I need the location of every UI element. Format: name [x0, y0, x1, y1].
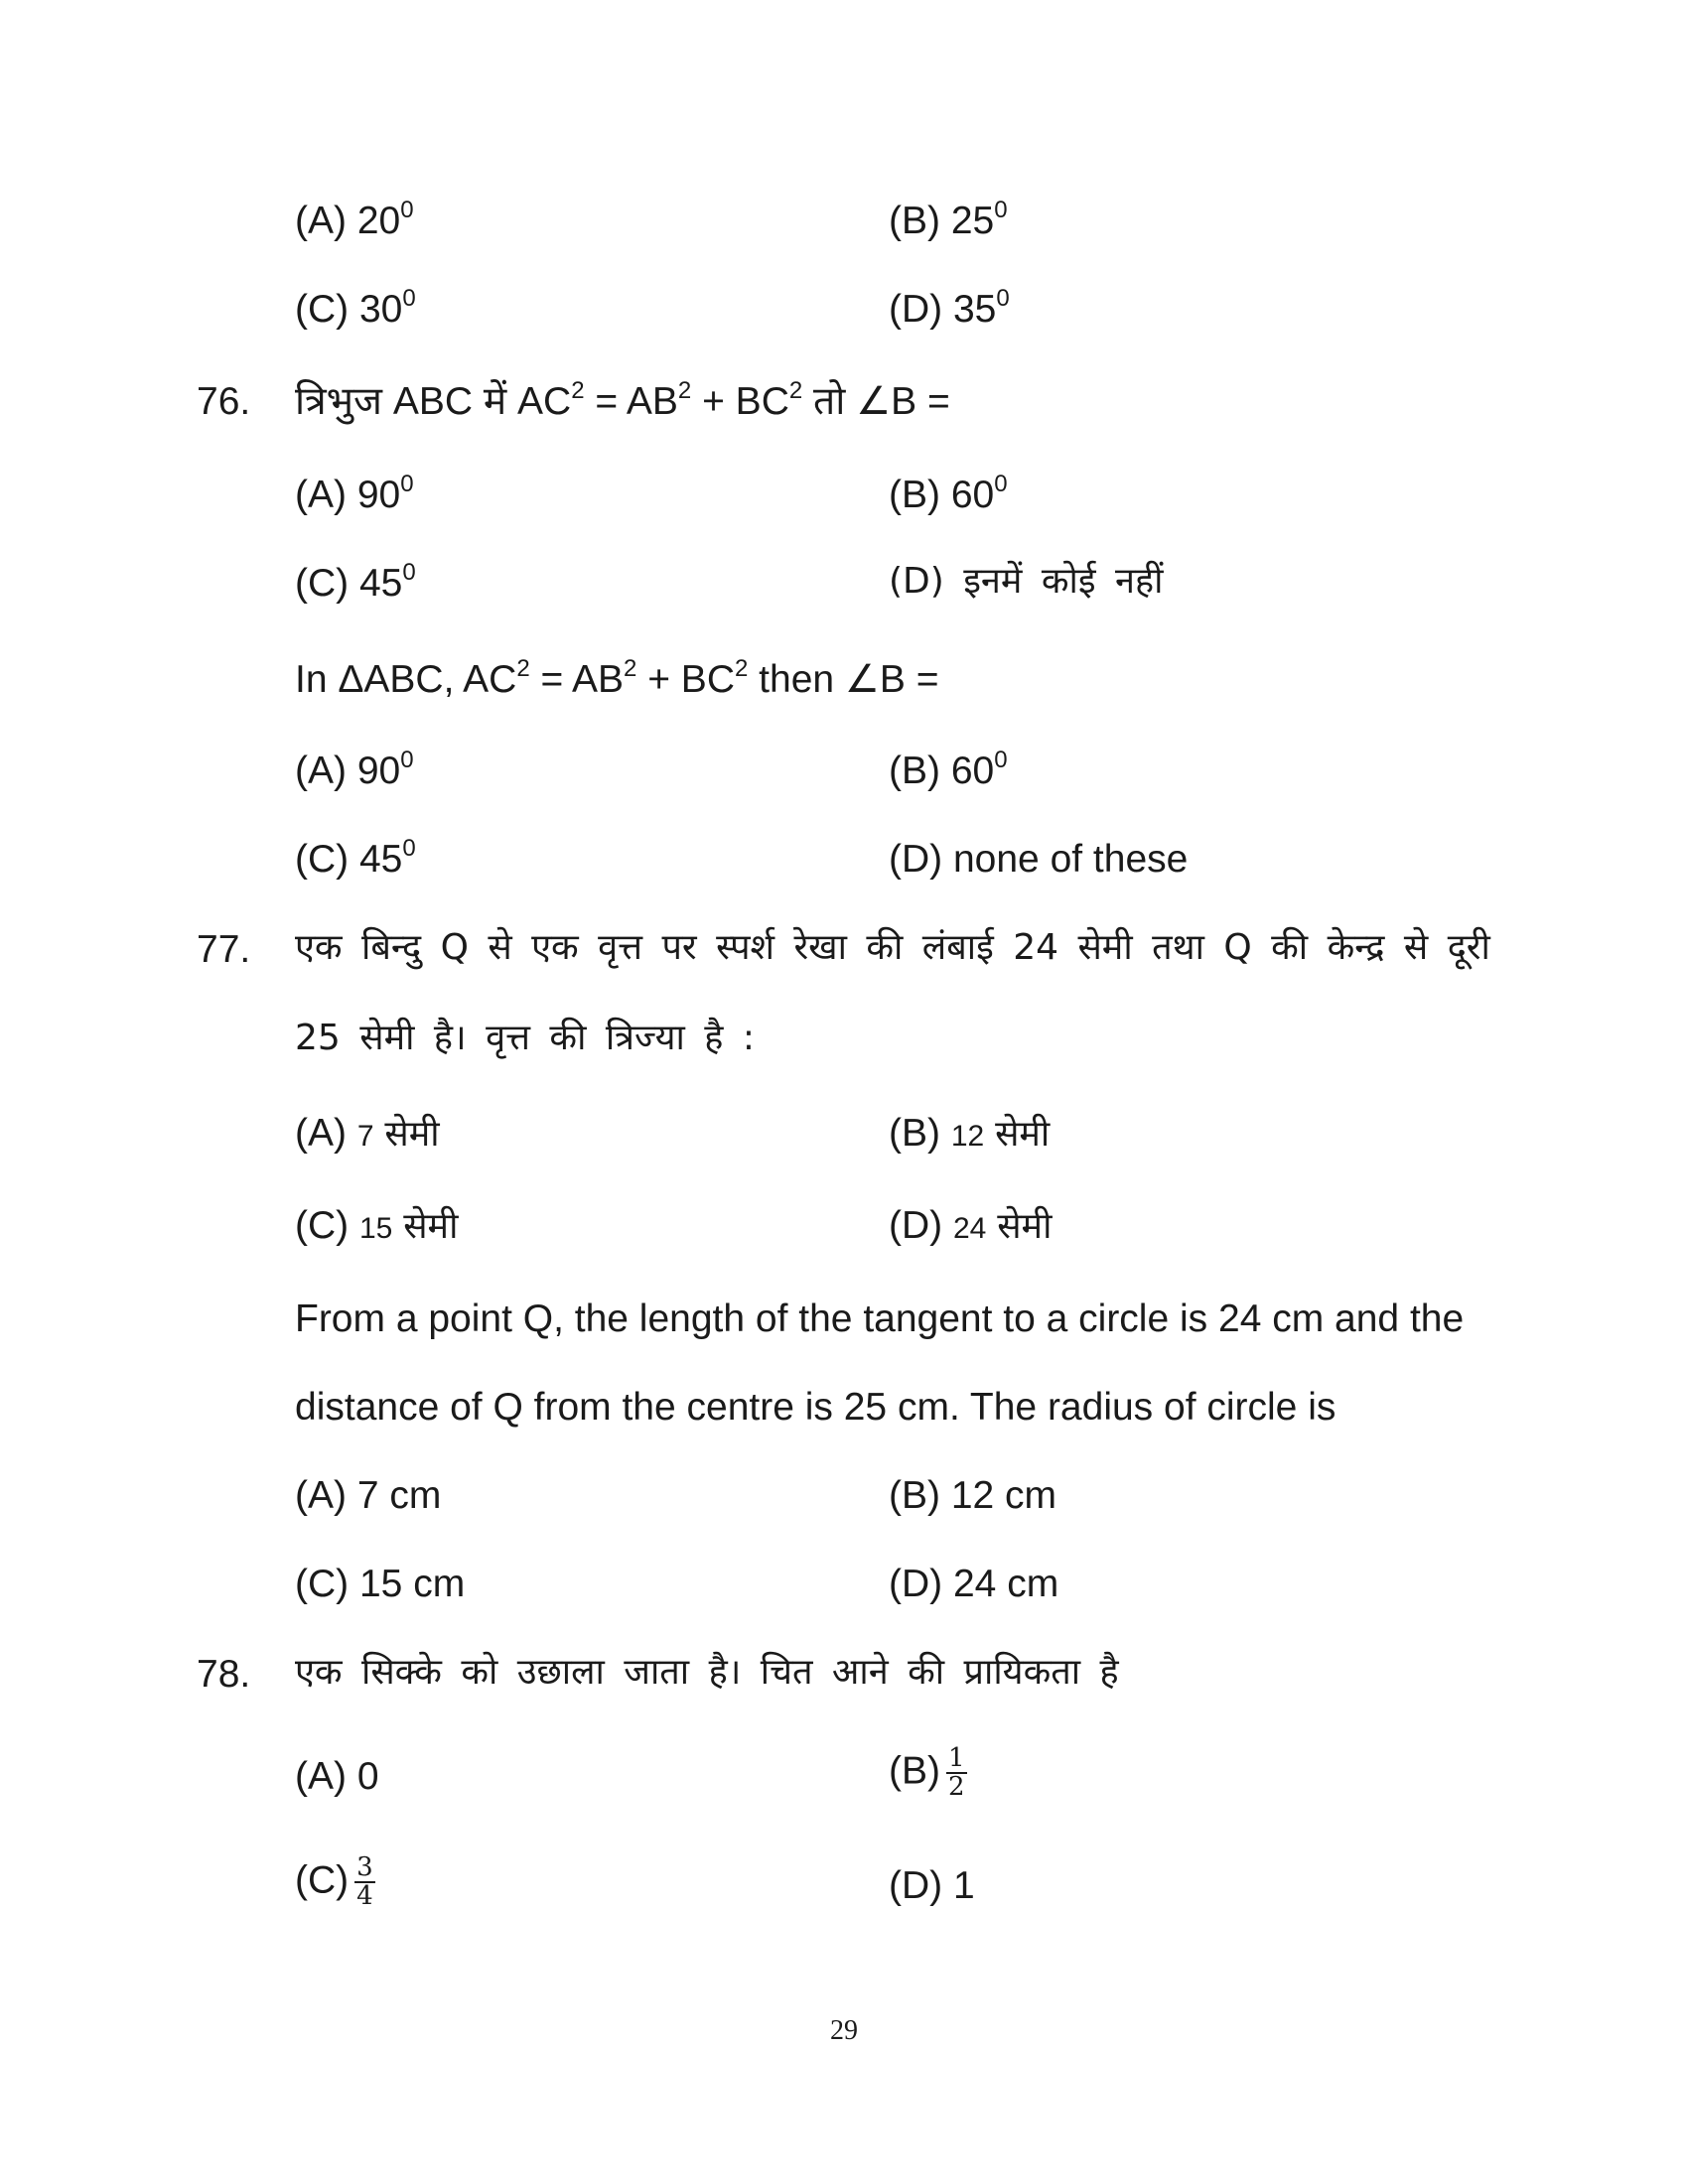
question-number-76: 76. — [197, 380, 251, 423]
fraction-three-quarters: $\frac{3}{4}$ — [356, 1852, 373, 1912]
q75-option-b: (B) $25^0$ — [889, 197, 1008, 242]
q78-option-a: (A) 0 — [295, 1755, 379, 1798]
q76-english-option-c: (C) $45^0$ — [295, 835, 416, 881]
question-number-78: 78. — [197, 1653, 251, 1696]
q75-option-c: (C) $30^0$ — [295, 285, 416, 331]
q78-hindi-question: एक सिक्के को उछाला जाता है। चित आने की प्रायिकता है — [295, 1652, 1119, 1693]
q77-hindi-option-d: (D) 24 सेमी — [889, 1204, 1053, 1247]
q77-english-option-c: (C) 15 cm — [295, 1563, 466, 1605]
q77-english-option-d: (D) 24 cm — [889, 1563, 1059, 1605]
q76-hindi-option-d: (D) इनमें कोई नहीं — [889, 561, 1164, 602]
question-number-77: 77. — [197, 928, 251, 971]
q76-english-question: In ΔABC, $AC^2 = AB^2 + BC^2$ then ∠B = — [295, 655, 939, 701]
fraction-one-half: $\frac{1}{2}$ — [948, 1743, 965, 1803]
q76-hindi-question: त्रिभुज ABC में $AC^2 = AB^2 + BC^2$ तो ∠B = — [295, 377, 950, 423]
q77-hindi-option-a: (A) 7 सेमी — [295, 1112, 440, 1155]
q77-hindi-option-c: (C) 15 सेमी — [295, 1204, 459, 1247]
q77-english-option-a: (A) 7 cm — [295, 1474, 442, 1517]
q77-english-option-b: (B) 12 cm — [889, 1474, 1057, 1517]
q75-option-d: (D) $35^0$ — [889, 285, 1010, 331]
q76-hindi-option-a: (A) $90^0$ — [295, 471, 414, 516]
q77-english-line-1: From a point Q, the length of the tangent to a circle is 24 cm and the — [295, 1297, 1465, 1340]
q78-option-b: (B) $\frac{1}{2}$ — [889, 1743, 965, 1803]
q77-english-line-2: distance of Q from the centre is 25 cm. The radius of circle is — [295, 1386, 1336, 1429]
q78-option-c: (C) $\frac{3}{4}$ — [295, 1852, 373, 1912]
q75-option-a: (A) $20^0$ — [295, 197, 414, 242]
q76-english-option-d: (D) none of these — [889, 838, 1189, 881]
q76-hindi-option-c: (C) $45^0$ — [295, 559, 416, 605]
page-number: 29 — [830, 2015, 858, 2046]
q76-english-option-b: (B) $60^0$ — [889, 747, 1008, 792]
q78-option-d: (D) 1 — [889, 1864, 975, 1907]
q77-hindi-line-2: 25 सेमी है। वृत्त की त्रिज्या है : — [295, 1018, 755, 1058]
q77-hindi-line-1: एक बिन्दु Q से एक वृत्त पर स्पर्श रेखा की लंबाई 24 सेमी तथा Q की केन्द्र से दूरी — [295, 927, 1490, 968]
q76-english-option-a: (A) $90^0$ — [295, 747, 414, 792]
q76-hindi-option-b: (B) $60^0$ — [889, 471, 1008, 516]
q77-hindi-option-b: (B) 12 सेमी — [889, 1112, 1051, 1155]
